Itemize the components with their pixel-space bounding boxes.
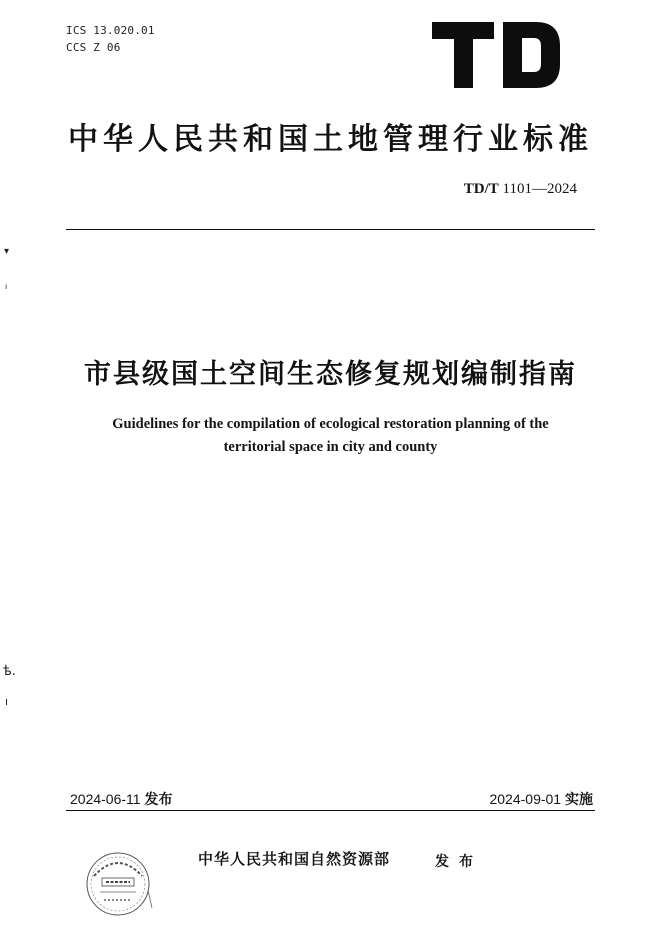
standard-code-prefix: TD/T (463, 181, 499, 197)
publish-word: 发布 (435, 854, 483, 870)
td-logo (432, 14, 562, 90)
scan-mark: ı (5, 695, 9, 708)
issue-date (70, 789, 172, 809)
library-stamp-image (82, 848, 162, 918)
english-title (60, 413, 601, 459)
scan-mark: ▾ (4, 246, 10, 257)
issue-date-value: 2024-06-11 (70, 791, 141, 807)
bottom-rule (66, 810, 595, 811)
scan-mark: ѣ. (3, 664, 16, 679)
standard-code-number: 1101—2024 (502, 181, 577, 197)
ccs-code: CCS Z 06 (66, 41, 121, 54)
effective-date-value: 2024-09-01 (489, 791, 562, 807)
ics-code: ICS 13.020.01 (66, 24, 155, 37)
chinese-title: 市县级国土空间生态修复规划编制指南 (84, 359, 577, 390)
english-title-line-2: territorial space in city and county (223, 439, 438, 455)
top-rule (66, 229, 595, 230)
standard-title: 中华人民共和国土地管理行业标准 (68, 122, 593, 157)
publisher: 中华人民共和国自然资源部 (198, 850, 391, 868)
effective-date-suffix: 实施 (565, 791, 593, 807)
scan-mark: ı (5, 282, 8, 291)
issue-date-suffix: 发布 (144, 791, 173, 807)
effective-date (489, 789, 593, 809)
english-title-line-1: Guidelines for the compilation of ecological restoration planning of the (112, 416, 549, 432)
standard-code (464, 181, 577, 198)
